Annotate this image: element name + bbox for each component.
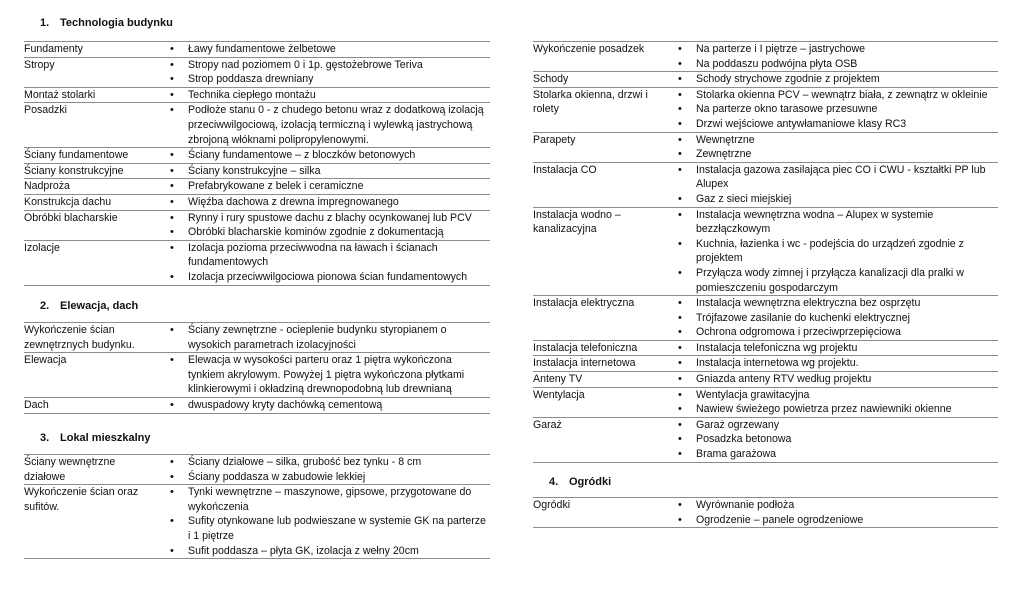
row-label: Instalacja internetowa <box>533 357 636 370</box>
bullet-item: • Drzwi wejściowe antywłamaniowe klasy RC3 <box>664 117 998 132</box>
bullet-list <box>664 388 998 417</box>
spec-row <box>24 194 490 210</box>
spec-row <box>533 372 998 388</box>
spec-row <box>533 417 998 462</box>
spec-row <box>24 485 490 559</box>
row-label: Instalacja CO <box>533 163 597 176</box>
bullet-list <box>664 133 998 162</box>
bullet-item: • Elewacja w wysokości parteru oraz 1 piętra wykończona tynkiem akrylowym. Powyżej 1 piętra wykończona płytkami klinkierowymi i okładziną drewnopodobną lub drewnianą <box>156 353 490 397</box>
bullet-list <box>664 163 998 207</box>
row-label: Garaż <box>533 418 562 431</box>
spec-row <box>24 57 490 87</box>
bullet-item: • Na parterze i I piętrze – jastrychowe <box>664 42 998 57</box>
bullet-list <box>156 398 490 413</box>
row-items <box>664 132 998 162</box>
spec-row <box>533 296 998 341</box>
bullet-item: • Stolarka okienna PCV – wewnątrz biała, z zewnątrz w okleinie <box>664 88 998 103</box>
spec-row <box>24 323 490 353</box>
row-items <box>156 148 490 164</box>
bullet-item: • Sufity otynkowane lub podwieszane w systemie GK na parterze i 1 piętrze <box>156 514 490 543</box>
bullet-item: • Ogrodzenie – panele ogrodzeniowe <box>664 513 998 528</box>
row-items <box>664 417 998 462</box>
row-items <box>664 87 998 132</box>
bullet-list <box>156 179 490 194</box>
row-label: Posadzki <box>24 104 67 117</box>
spec-row <box>24 163 490 179</box>
bullet-item: • Tynki wewnętrzne – maszynowe, gipsowe, przygotowane do wykończenia <box>156 485 490 514</box>
bullet-item: • Ściany konstrukcyjne – silka <box>156 164 490 179</box>
row-label: Schody <box>533 73 569 86</box>
bullet-item: • Brama garażowa <box>664 447 998 462</box>
bullet-list <box>664 372 998 387</box>
section-heading: 4. Ogródki <box>549 476 612 488</box>
row-items <box>156 42 490 58</box>
row-items <box>156 240 490 285</box>
row-items <box>156 87 490 103</box>
spec-row <box>24 148 490 164</box>
bullet-list <box>156 211 490 240</box>
bullet-item: • Ściany poddasza w zabudowie lekkiej <box>156 470 490 485</box>
bullet-item: • Na parterze okno tarasowe przesuwne <box>664 102 998 117</box>
bullet-item: • Wentylacja grawitacyjna <box>664 388 998 403</box>
bullet-list <box>156 241 490 285</box>
section-table <box>533 497 998 528</box>
bullet-item: • Ściany fundamentowe – z bloczków betonowych <box>156 148 490 163</box>
row-items <box>156 103 490 148</box>
bullet-item: • Podłoże stanu 0 - z chudego betonu wraz z dodatkową izolacją przeciwwilgociową, izolacją termiczną i wylewką jastrychową zbrojoną włóknami polipropylenowymi. <box>156 103 490 147</box>
row-items <box>664 356 998 372</box>
bullet-item: • Kuchnia, łazienka i wc - podejścia do urządzeń zgodnie z projektem <box>664 237 998 266</box>
row-label: Anteny TV <box>533 373 583 386</box>
row-items <box>664 372 998 388</box>
section-table <box>24 454 490 559</box>
row-label: Ściany wewnętrzne działowe <box>24 456 116 483</box>
bullet-item: • Instalacja gazowa zasilająca piec CO i CWU - kształtki PP lub Alupex <box>664 163 998 192</box>
row-items <box>156 194 490 210</box>
row-items <box>156 455 490 485</box>
bullet-list <box>664 208 998 296</box>
bullet-item: • Instalacja wewnętrzna wodna – Alupex w systemie bezzłączkowym <box>664 208 998 237</box>
bullet-item: • Schody strychowe zgodnie z projektem <box>664 72 998 87</box>
bullet-item: • Trójfazowe zasilanie do kuchenki elektrycznej <box>664 311 998 326</box>
bullet-item: • Przyłącza wody zimnej i przyłącza kanalizacji dla pralki w pomieszczeniu gospodarczym <box>664 266 998 295</box>
spec-row <box>533 72 998 88</box>
spec-row <box>24 240 490 285</box>
bullet-item: • Instalacja internetowa wg projektu. <box>664 356 998 371</box>
bullet-item: • Ściany zewnętrzne - ocieplenie budynku styropianem o wysokich parametrach izolacyjności <box>156 323 490 352</box>
row-items <box>664 207 998 296</box>
bullet-item: • Izolacja przeciwwilgociowa pionowa ścian fundamentowych <box>156 270 490 285</box>
bullet-list <box>156 42 490 57</box>
bullet-list <box>664 88 998 132</box>
bullet-list <box>156 58 490 87</box>
row-label: Stropy <box>24 58 55 71</box>
spec-row <box>24 87 490 103</box>
section-table <box>24 41 490 286</box>
bullet-list <box>156 353 490 397</box>
row-label: Ściany fundamentowe <box>24 149 129 162</box>
spec-row <box>24 353 490 398</box>
bullet-item: • Zewnętrzne <box>664 147 998 162</box>
row-items <box>156 210 490 240</box>
spec-row <box>24 210 490 240</box>
bullet-list <box>156 88 490 103</box>
row-items <box>664 340 998 356</box>
bullet-list <box>664 72 998 87</box>
bullet-item: • Prefabrykowane z belek i ceramiczne <box>156 179 490 194</box>
row-label: Konstrukcja dachu <box>24 195 112 208</box>
row-items <box>156 163 490 179</box>
bullet-item: • Wewnętrzne <box>664 133 998 148</box>
spec-row <box>533 42 998 72</box>
row-label: Instalacja telefoniczna <box>533 341 638 354</box>
bullet-list <box>156 148 490 163</box>
row-label: Wentylacja <box>533 388 585 401</box>
spec-row <box>24 42 490 58</box>
bullet-item: • Gniazda anteny RTV według projektu <box>664 372 998 387</box>
bullet-item: • Strop poddasza drewniany <box>156 72 490 87</box>
row-label: Dach <box>24 398 49 411</box>
spec-row <box>533 356 998 372</box>
row-items <box>156 57 490 87</box>
bullet-item: • Wyrównanie podłoża <box>664 498 998 513</box>
bullet-list <box>156 103 490 147</box>
bullet-item: • Izolacja pozioma przeciwwodna na ławach i ścianach fundamentowych <box>156 241 490 270</box>
bullet-list <box>664 356 998 371</box>
bullet-item: • Na poddaszu podwójna płyta OSB <box>664 57 998 72</box>
row-items <box>156 323 490 353</box>
bullet-item: • Więźba dachowa z drewna impregnowanego <box>156 195 490 210</box>
bullet-item: • Sufit poddasza – płyta GK, izolacja z wełny 20cm <box>156 544 490 559</box>
section-table <box>24 322 490 414</box>
spec-row <box>24 397 490 413</box>
bullet-item: • Rynny i rury spustowe dachu z blachy ocynkowanej lub PCV <box>156 211 490 226</box>
row-items <box>664 72 998 88</box>
bullet-item: • Stropy nad poziomem 0 i 1p. gęstożebrowe Teriva <box>156 58 490 73</box>
bullet-item: • Ochrona odgromowa i przeciwprzepięciowa <box>664 325 998 340</box>
spec-row <box>533 498 998 528</box>
spec-row <box>533 387 998 417</box>
spec-row <box>533 207 998 296</box>
spec-row <box>24 103 490 148</box>
spec-row <box>533 132 998 162</box>
row-items <box>156 397 490 413</box>
section-heading: 3. Lokal mieszkalny <box>40 432 151 444</box>
bullet-item: • Obróbki blacharskie kominów zgodnie z dokumentacją <box>156 225 490 240</box>
row-label: Wykończenie ścian oraz sufitów. <box>24 486 139 513</box>
row-items <box>156 485 490 559</box>
row-label: Instalacja wodno – kanalizacyjna <box>533 208 621 236</box>
bullet-item: • Gaz z sieci miejskiej <box>664 192 998 207</box>
spec-row <box>24 179 490 195</box>
bullet-list <box>664 341 998 356</box>
row-label: Stolarka okienna, drzwi i rolety <box>533 88 648 116</box>
row-label: Izolacje <box>24 241 60 254</box>
bullet-list <box>664 418 998 462</box>
spec-row <box>533 87 998 132</box>
row-items <box>156 179 490 195</box>
bullet-list <box>664 296 998 340</box>
row-label: Nadproża <box>24 180 70 193</box>
row-label: Montaż stolarki <box>24 88 96 101</box>
row-label: Wykończenie posadzek <box>533 43 645 55</box>
bullet-list <box>664 42 998 71</box>
bullet-list <box>664 498 998 527</box>
bullet-item: • Instalacja telefoniczna wg projektu <box>664 341 998 356</box>
bullet-list <box>156 195 490 210</box>
row-label: Wykończenie ścian zewnętrznych budynku. <box>24 324 135 351</box>
section-heading: 1. Technologia budynku <box>40 17 173 29</box>
row-label: Fundamenty <box>24 43 83 55</box>
row-label: Instalacja elektryczna <box>533 297 635 310</box>
bullet-list <box>156 323 490 352</box>
bullet-list <box>156 455 490 484</box>
row-items <box>664 42 998 72</box>
spec-row <box>533 162 998 207</box>
row-label: Elewacja <box>24 354 67 367</box>
bullet-item: • Posadzka betonowa <box>664 432 998 447</box>
row-label: Obróbki blacharskie <box>24 211 118 224</box>
row-label: Ściany konstrukcyjne <box>24 164 124 177</box>
bullet-list <box>156 485 490 558</box>
bullet-item: • Garaż ogrzewany <box>664 418 998 433</box>
bullet-item: • Technika ciepłego montażu <box>156 88 490 103</box>
bullet-item: • Ławy fundamentowe żelbetowe <box>156 42 490 57</box>
bullet-item: • dwuspadowy kryty dachówką cementową <box>156 398 490 413</box>
row-items <box>664 498 998 528</box>
bullet-item: • Nawiew świeżego powietrza przez nawiewniki okienne <box>664 402 998 417</box>
row-items <box>664 296 998 341</box>
bullet-item: • Ściany działowe – silka, grubość bez tynku - 8 cm <box>156 455 490 470</box>
bullet-list <box>156 164 490 179</box>
row-label: Ogródki <box>533 499 571 511</box>
row-items <box>664 162 998 207</box>
row-label: Parapety <box>533 133 576 146</box>
row-items <box>664 387 998 417</box>
spec-row <box>533 340 998 356</box>
row-items <box>156 353 490 398</box>
spec-row <box>24 455 490 485</box>
section-heading: 2. Elewacja, dach <box>40 300 139 312</box>
bullet-item: • Instalacja wewnętrzna elektryczna bez osprzętu <box>664 296 998 311</box>
section-table <box>533 41 998 463</box>
